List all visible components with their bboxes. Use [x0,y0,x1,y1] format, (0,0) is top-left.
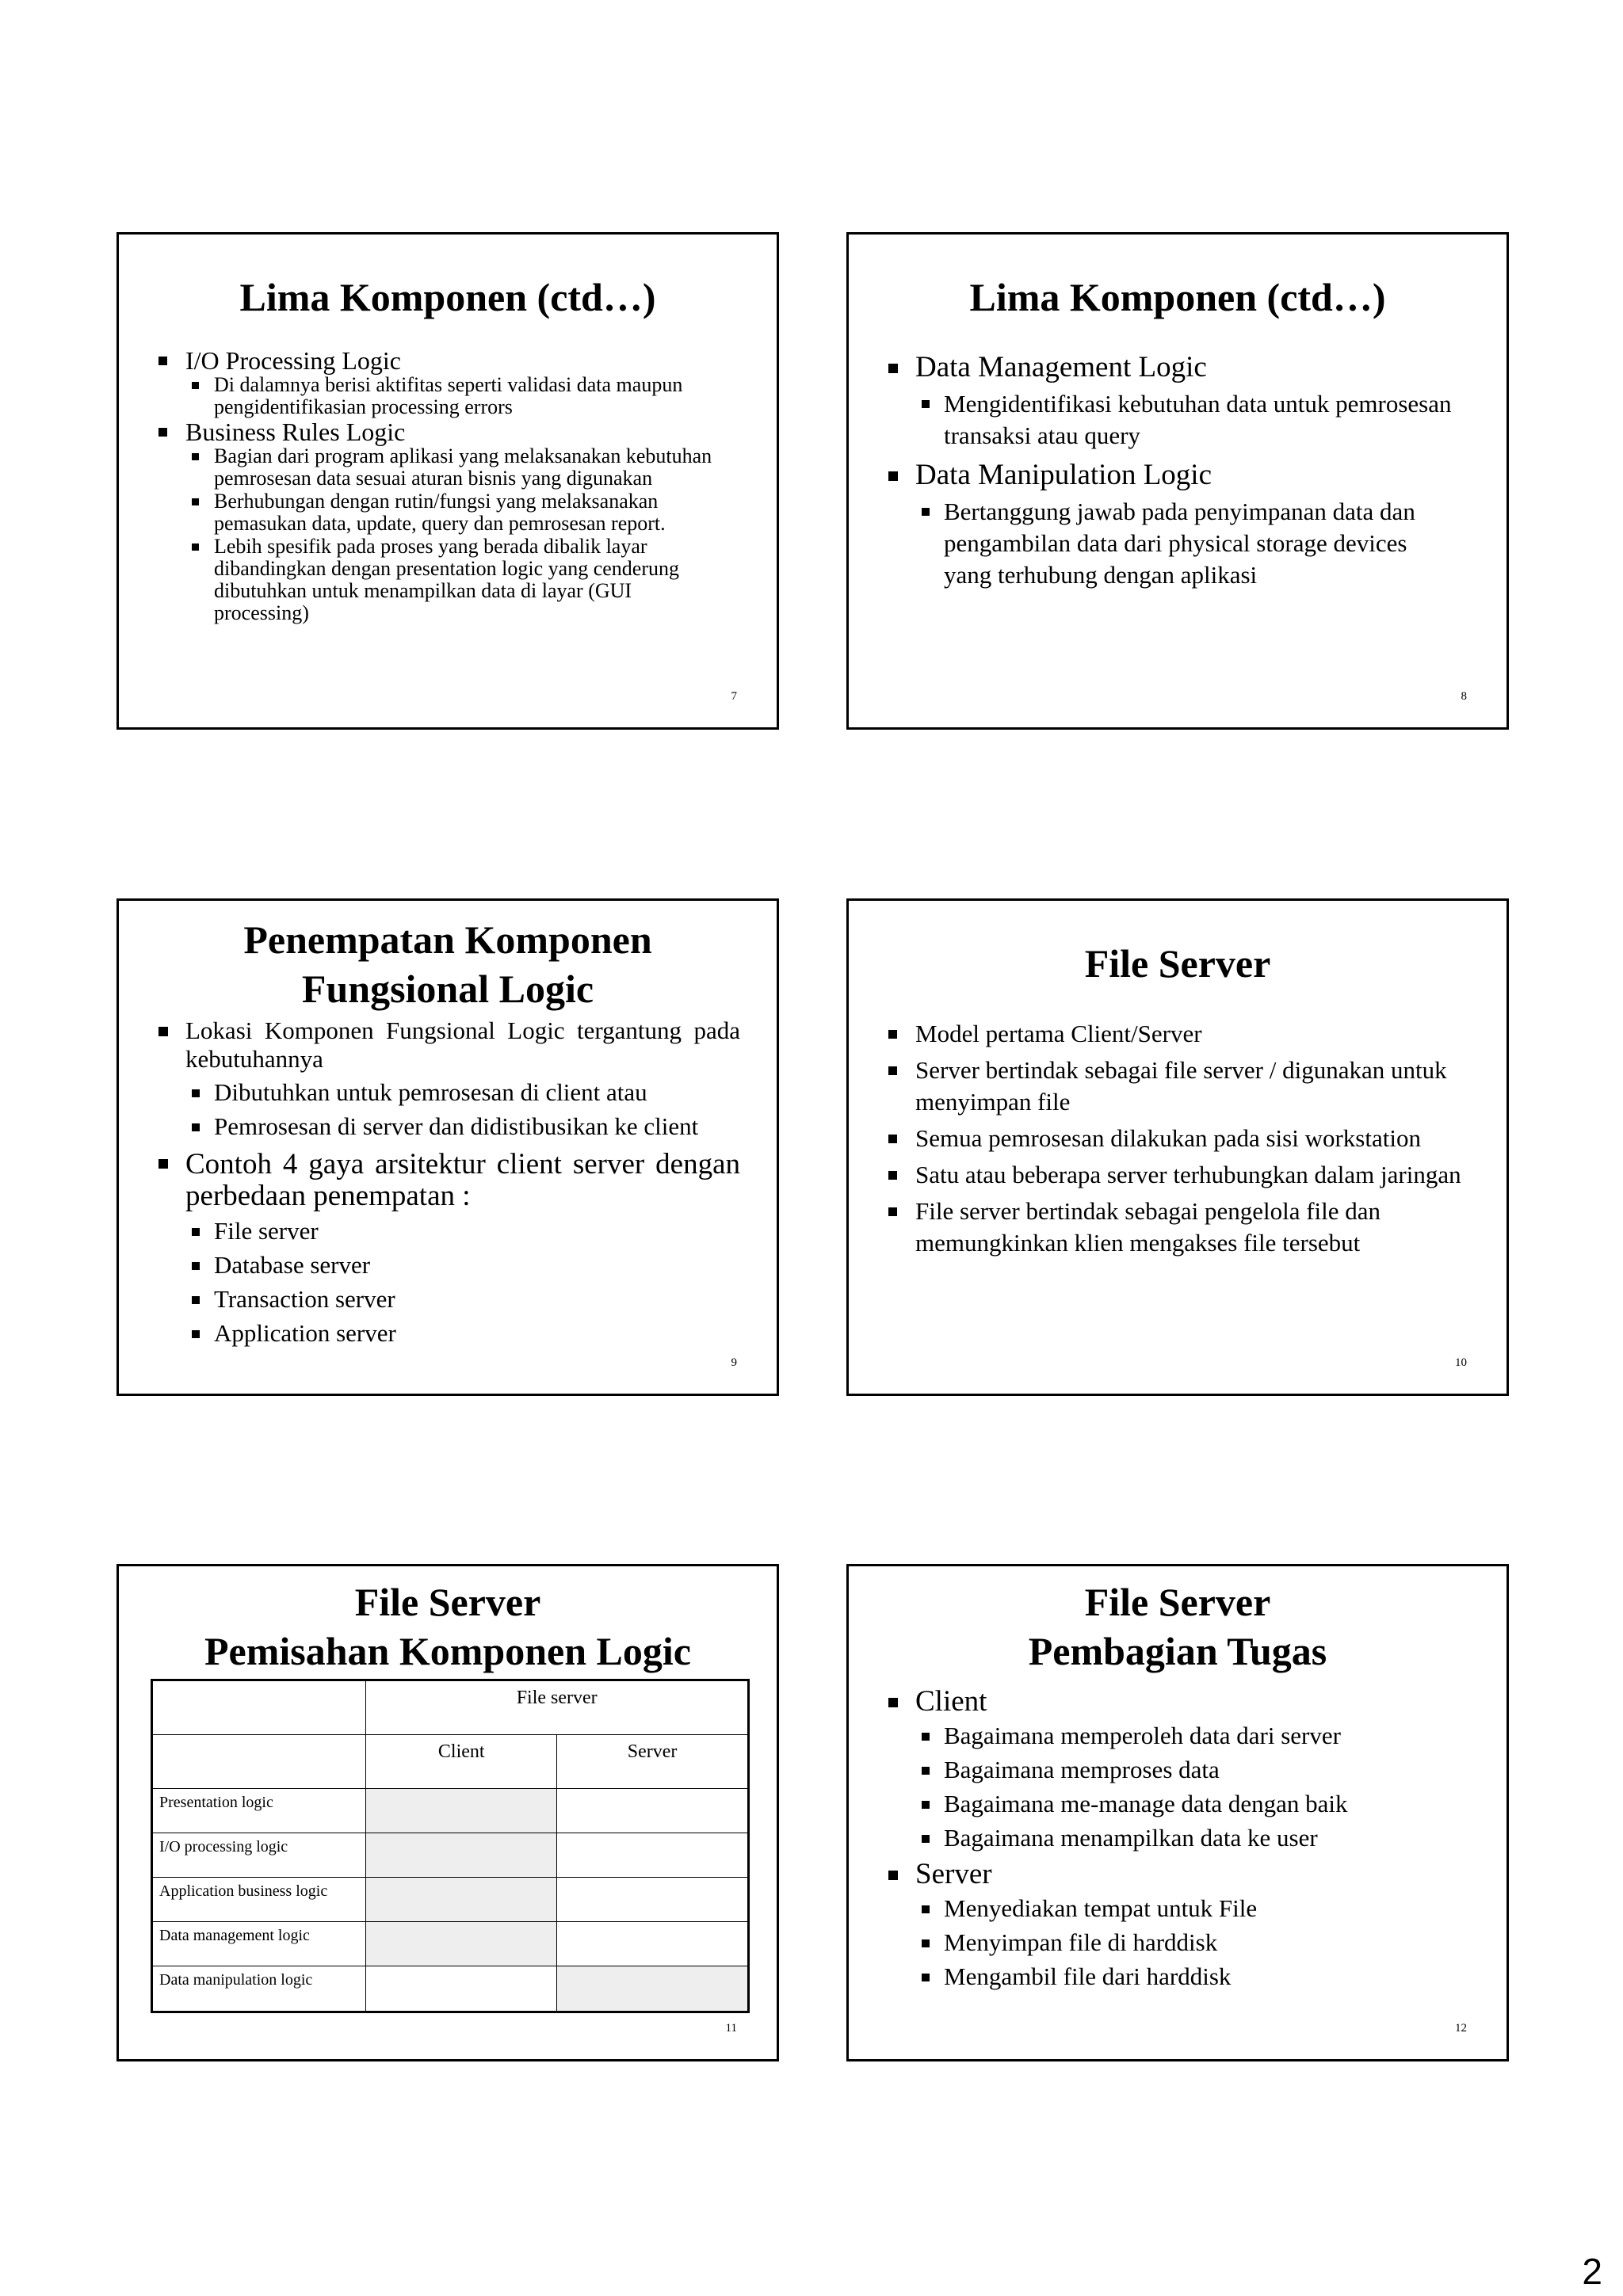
client-cell-shaded [366,1921,557,1966]
slide-number: 7 [731,690,737,703]
square-bullet-icon [192,498,199,505]
client-cell [366,1966,557,2012]
list-item: File server bertindak sebagai pengelola file dan memungkinkan klien mengakses file tersebut [888,1196,1470,1259]
square-bullet-icon [158,357,167,365]
server-cell [557,1877,749,1921]
list-item: I/O Processing Logic [158,347,713,374]
square-bullet-icon [922,1733,930,1741]
slide-title: File Server Pemisahan Komponen Logic [204,1580,691,1673]
square-bullet-icon [922,1974,930,1981]
list-item: File server [158,1217,740,1245]
square-bullet-icon [922,1905,930,1913]
list-item: Lokasi Komponen Fungsional Logic tergantung pada kebutuhannya [158,1016,740,1074]
bullet-list [888,1018,1470,1264]
client-cell-shaded [366,1788,557,1833]
row-label: Presentation logic [152,1788,366,1833]
bullet-list [888,1685,1470,1997]
square-bullet-icon [158,1027,168,1036]
square-bullet-icon [192,1330,200,1338]
square-bullet-icon [922,1835,930,1843]
server-cell [557,1833,749,1877]
square-bullet-icon [888,364,898,373]
list-item: Client [888,1685,1470,1718]
row-label: Data management logic [152,1921,366,1966]
list-item: Bagaimana me-manage data dengan baik [888,1790,1470,1818]
slide-10 [846,898,1509,1396]
square-bullet-icon [888,1171,897,1180]
slide-number: 9 [731,1356,737,1369]
slide-title: Lima Komponen (ctd…) [969,275,1386,319]
list-item: Bagaimana memperoleh data dari server [888,1722,1470,1750]
table-corner-cell [152,1680,366,1735]
table-row [152,1833,749,1877]
bullet-list [888,352,1459,599]
square-bullet-icon [922,1767,930,1775]
square-bullet-icon [888,471,898,481]
slide-number: 10 [1455,1356,1467,1369]
list-item: Database server [158,1251,740,1280]
list-item: Dibutuhkan untuk pemrosesan di client atau [158,1078,740,1107]
list-item: Transaction server [158,1285,740,1314]
slide-7 [116,232,779,730]
square-bullet-icon [192,1089,200,1097]
slide-title: Lima Komponen (ctd…) [239,275,656,319]
square-bullet-icon [192,1228,200,1236]
slide-11 [116,1564,779,2061]
table-header-row [152,1735,749,1788]
slide-8 [846,232,1509,730]
list-item: Satu atau beberapa server terhubungkan dalam jaringan [888,1159,1470,1191]
square-bullet-icon [192,453,199,460]
slide-12 [846,1564,1509,2061]
list-item: Server [888,1858,1470,1891]
square-bullet-icon [192,1262,200,1270]
square-bullet-icon [888,1698,898,1707]
client-cell-shaded [366,1833,557,1877]
slide-title: File Server Pembagian Tugas [1028,1580,1327,1673]
page-number: 2 [1582,2251,1602,2292]
square-bullet-icon [922,1939,930,1947]
list-item: Mengambil file dari harddisk [888,1962,1470,1991]
table-header-row [152,1680,749,1735]
list-item: Server bertindak sebagai file server / digunakan untuk menyimpan file [888,1055,1470,1118]
square-bullet-icon [158,428,167,437]
server-cell-shaded [557,1966,749,2012]
square-bullet-icon [192,382,199,389]
slide-number: 8 [1461,690,1467,703]
list-item: Lebih spesifik pada proses yang berada dibalik layar dibandingkan dengan presentation logic yang cenderung dibutuhkan untuk menampilkan data di layar (GUI processing) [158,536,713,624]
table-row [152,1921,749,1966]
slide-title: File Server [1084,941,1271,986]
bullet-list [158,347,713,624]
column-header-client: Client [366,1735,557,1788]
list-item: Bagaimana menampilkan data ke user [888,1824,1470,1852]
square-bullet-icon [888,1871,898,1880]
client-cell-shaded [366,1877,557,1921]
square-bullet-icon [922,400,930,408]
table-row [152,1788,749,1833]
slide-number: 12 [1455,2022,1467,2035]
list-item: Data Management Logic [888,352,1459,383]
square-bullet-icon [192,1296,200,1304]
list-item: Pemrosesan di server dan didistibusikan ke client [158,1112,740,1141]
server-cell [557,1788,749,1833]
square-bullet-icon [922,508,930,516]
slide-9 [116,898,779,1396]
group-header: File server [366,1680,749,1735]
square-bullet-icon [888,1207,897,1216]
bullet-list [158,1016,740,1353]
logic-placement-table [151,1679,750,2013]
list-item: Mengidentifikasi kebutuhan data untuk pemrosesan transaksi atau query [888,388,1459,452]
slide-number: 11 [725,2022,737,2035]
square-bullet-icon [888,1066,897,1075]
table-row [152,1877,749,1921]
table-corner-cell [152,1735,366,1788]
slide-title: Penempatan Komponen Fungsional Logic [243,917,652,1011]
server-cell [557,1921,749,1966]
list-item: Model pertama Client/Server [888,1018,1470,1050]
list-item: Data Manipulation Logic [888,460,1459,491]
list-item: Contoh 4 gaya arsitektur client server dengan perbedaan penempatan : [158,1149,740,1212]
list-item: Di dalamnya berisi aktifitas seperti validasi data maupun pengidentifikasian processing errors [158,374,713,418]
list-item: Berhubungan dengan rutin/fungsi yang melaksanakan pemasukan data, update, query dan pemrosesan report. [158,490,713,535]
list-item: Semua pemrosesan dilakukan pada sisi workstation [888,1123,1470,1154]
list-item: Menyediakan tempat untuk File [888,1894,1470,1923]
square-bullet-icon [192,543,199,551]
table-row [152,1966,749,2012]
square-bullet-icon [922,1801,930,1809]
list-item: Application server [158,1319,740,1348]
row-label: Data manipulation logic [152,1966,366,2012]
row-label: Application business logic [152,1877,366,1921]
list-item: Bagian dari program aplikasi yang melaksanakan kebutuhan pemrosesan data sesuai aturan bisnis yang digunakan [158,445,713,490]
column-header-server: Server [557,1735,749,1788]
square-bullet-icon [158,1159,168,1169]
square-bullet-icon [192,1123,200,1131]
square-bullet-icon [888,1135,897,1143]
list-item: Business Rules Logic [158,418,713,445]
row-label: I/O processing logic [152,1833,366,1877]
list-item: Bertanggung jawab pada penyimpanan data dan pengambilan data dari physical storage devices yang terhubung dengan aplikasi [888,496,1459,591]
list-item: Bagaimana memproses data [888,1756,1470,1784]
square-bullet-icon [888,1030,897,1039]
list-item: Menyimpan file di harddisk [888,1928,1470,1957]
